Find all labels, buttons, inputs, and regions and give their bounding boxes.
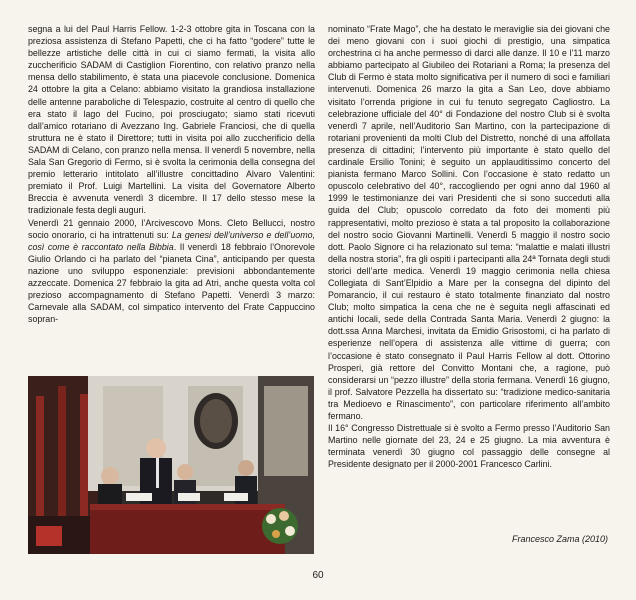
page-number: 60 xyxy=(312,570,324,581)
right-paragraph-2: Il 16° Congresso Distrettuale si è svolto a Fermo presso l’Auditorio San Martino nelle giornate del 23, 24 e 25 giugno. La mia avventura è terminata venerdì 30 giugno col passaggio delle consegne al Presidente designato per il 2000-2001 Francesco Carlini. xyxy=(328,423,610,470)
lecture-title-italic: La genesi dell’universo e dell’uomo, così come è raccontato nella Bibbia xyxy=(28,229,315,252)
event-photo-drawing xyxy=(28,376,314,554)
right-paragraph-1: nominato “Frate Mago”, che ha destato le meraviglie sia dei giovani che dei meno giovani con i suoi giochi di prestigio, una simpatica orchestrina ci ha anche permesso di darci alle danze. Il 10 e l’11 marzo abbiamo partecipato al Giubileo dei Rotariani a Roma; la presenza del Club di Fermo è stata molto significativa per il numero di soci e familiari intervenuti. Domenica 26 marzo la gita a San Leo, dove abbiamo visitato l’orrenda prigione in cui fu tenuto segregato Cagliostro. La celebrazione ufficiale del 40° di Fondazione del nostro Club si è svolta venerdì 7 aprile, nell’Auditorio San Martino, con la partecipazione di rotariani provenienti da molti Club del Distretto, nonché di una affollata presenza di cittadini; l’intervento più importante è stato quello del cardinale Ersilio Tonini; è seguito un applauditissimo concerto del pianista fermano Marco Sollini. Con l’occasione è stato redatto un opuscolo celebrativo del 40°, raccogliendo per ogni anno dal 1960 al 1999 le testimonianze dei vari Presidenti che si sono succeduti alla guida del Club; opuscolo corredato da foto dei momenti più rappresentativi, molto prezioso è stata a tal proposito la collaborazione del nostro socio Giovanni Martinelli. Venerdì 5 maggio il nostro socio dott. Paolo Signore ci ha relazionato sul tema: “malattie e malati illustri della nostra storia”, fra gli ospiti i partecipanti alla 24ª Tornata degli studi storici dell’arte medica. Venerdì 19 maggio cerimonia nella chiesa Collegiata di Sant’Elpidio a Mare per la consegna del dipinto del Pomarancio, il cui restauro è stato totalmente finanziato dal nostro Club; molto simpatica la cena che ne è seguita negli affascinati ed antichi locali, sede della Contrada Santa Maria. Venerdì 2 giugno: la dott.ssa Anna Marchesi, invitata da Emidio Grisostomi, ci ha parlato di esperienze nell’opera di assistenza alle vittime di guerra; con l’occasione è stato consegnato il Paul Harris Fellow al dott. Ottorino Prosperi, già rettore del Convitto Montani che, a ragione, può considerarsi un “pezzo illustre” della storia fermana. Venerdì 16 giugno, il prof. Salvatore Pezzella ha dissertato su: “tradizione medico-sanitaria tra Medioevo e Rinascimento”, con particolare riferimento all’ambito fermano. xyxy=(328,24,610,421)
author-signature: Francesco Zama (2010) xyxy=(511,534,608,544)
left-paragraph-1: segna a lui del Paul Harris Fellow. 1-2-3 ottobre gita in Toscana con la preziosa assistenza di Stefano Papetti, che ci ha fatto “godere” tutte le bellezze artistiche delle città in cui ci siamo fermati, la visita allo zuccherificio SADAM di Castiglion Fiorentino, con relativo pranzo nella mensa dello stabilimento, è stata una piacevole conclusione. Domenica 24 ottobre la gita a Celano: abbiamo visitato la grandiosa installazione delle antenne paraboliche di Telespazio, costruite al centro di quello che era stato il lago del Fucino, poi prosciugato; siamo stati ricevuti dall’amico rotariano di Avezzano Ing. Gabriele Franciosi, che di quella struttura ne è stato il Direttore; tutti in visita poi allo zuccherificio della SADAM di Celano, con pranzo nella mensa. Il venerdì 5 novembre, nella Sala San Gregorio di Fermo, si è svolta la cerimonia della consegna del premio letterario intitolato all’illustre concittadino Alvaro Valentini: premiato il Prof. Luigi Martellini. La visita del Governatore Alberto Breccia è avvenuta venerdì 3 dicembre. Il 17 dello stesso mese la tradizionale festa degli auguri. xyxy=(28,24,315,216)
left-paragraph-2-end: . Il venerdì 18 febbraio l’Onorevole Giulio Orlando ci ha parlato del “pianeta Cina”, anticipando per questa nazione uno sviluppo esponenziale: previsioni abbondantemente azzeccate. Domenica 27 febbraio la gita ad Atri, anche questa volta col prezioso accompagnamento di Stefano Papetti. Venerdì 3 marzo: Carnevale alla SADAM, col simpatico intervento del Frate Cappuccino sopran- xyxy=(28,241,315,325)
left-text-column xyxy=(28,23,315,325)
left-paragraph-2 xyxy=(28,217,315,326)
left-paragraph-2-start: Venerdì 21 gennaio 2000, l’Arcivescovo Mons. Cleto Bellucci, nostro socio onorario, ci ha intrattenuti su: xyxy=(28,217,315,240)
event-photo xyxy=(28,376,314,554)
right-text-column xyxy=(328,23,610,470)
